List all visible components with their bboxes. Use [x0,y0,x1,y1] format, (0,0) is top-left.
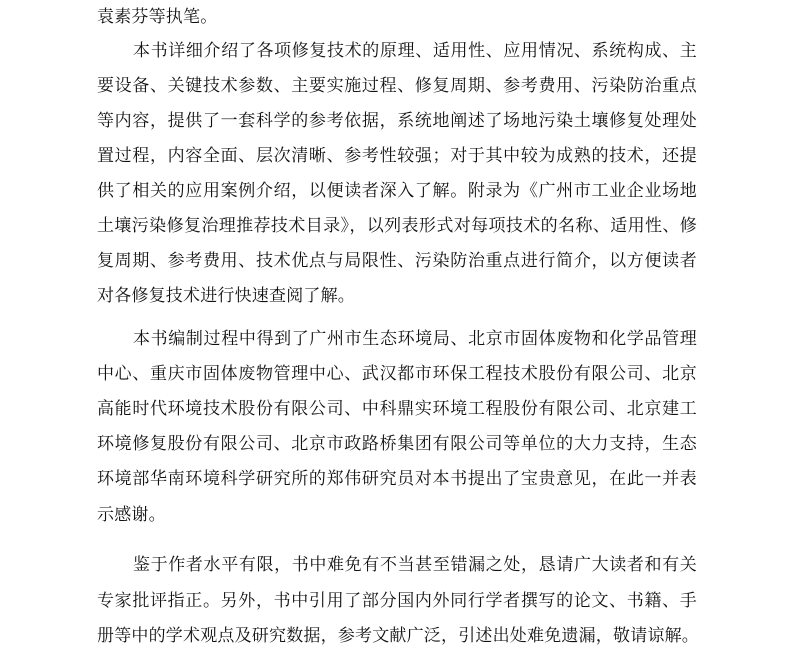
paragraph-2-line-2: 中心、重庆市固体废物管理中心、武汉都市环保工程技术股份有限公司、北京 [97,364,697,384]
paragraph-3-line-1: 鉴于作者水平有限，书中难免有不当甚至错漏之处，恳请广大读者和有关 [133,555,697,575]
paragraph-1-line-2: 要设备、关键技术参数、主要实施过程、修复周期、参考费用、污染防治重点 [97,76,697,96]
paragraph-1-line-5: 供了相关的应用案例介绍，以便读者深入了解。附录为《广州市工业企业场地 [97,181,697,201]
paragraph-1-line-6: 土壤污染修复治理推荐技术目录》，以列表形式对每项技术的名称、适用性、修 [97,216,697,236]
paragraph-2-line-1: 本书编制过程中得到了广州市生态环境局、北京市固体废物和化学品管理 [133,329,697,349]
paragraph-3-line-2: 专家批评指正。另外，书中引用了部分国内外同行学者撰写的论文、书籍、手 [97,591,697,611]
paragraph-2-line-6: 示感谢。 [97,505,166,525]
paragraph-1-line-7: 复周期、参考费用、技术优点与局限性、污染防治重点进行简介，以方便读者 [97,251,697,271]
paragraph-1-line-1: 本书详细介绍了各项修复技术的原理、适用性、应用情况、系统构成、主 [133,41,697,61]
paragraph-2-line-3: 高能时代环境技术股份有限公司、中科鼎实环境工程股份有限公司、北京建工 [97,399,697,419]
paragraph-2-line-4: 环境修复股份有限公司、北京市政路桥集团有限公司等单位的大力支持，生态 [97,434,697,454]
text-line-1: 袁素芬等执笔。 [97,7,218,27]
paragraph-1-line-4: 置过程，内容全面、层次清晰、参考性较强；对于其中较为成熟的技术，还提 [97,146,697,166]
paragraph-2-line-5: 环境部华南环境科学研究所的郑伟研究员对本书提出了宝贵意见，在此一并表 [97,469,697,489]
paragraph-1-line-8: 对各修复技术进行快速查阅了解。 [97,286,355,306]
paragraph-1-line-3: 等内容，提供了一套科学的参考依据，系统地阐述了场地污染土壤修复处理处 [97,111,697,131]
paragraph-3-line-3: 册等中的学术观点及研究数据，参考文献广泛，引述出处难免遗漏，敬请谅解。 [97,626,699,646]
